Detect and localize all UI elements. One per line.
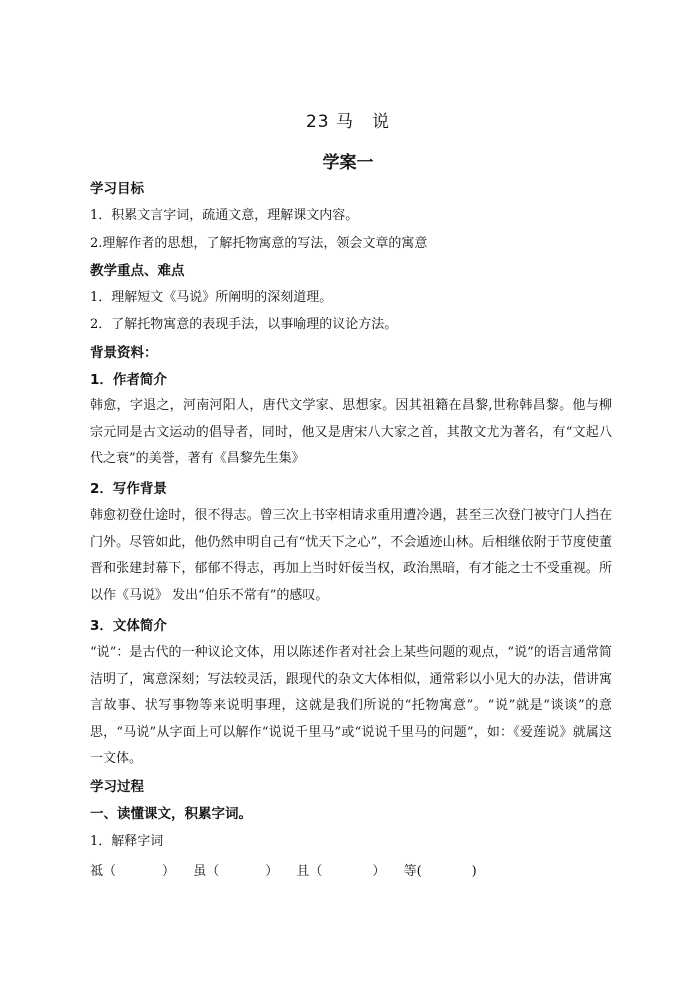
process-task-1: 1．解释字词: [90, 834, 164, 849]
goal-item-1: 1．积累文言字词，疏通文意，理解课文内容。: [90, 208, 359, 223]
writing-background-heading: 2．写作背景: [90, 481, 167, 497]
keypoint-item-1: 1．理解短文《马说》所阐明的深刻道理。: [90, 290, 333, 305]
keypoints-heading: 教学重点、难点: [90, 263, 185, 279]
author-paragraph: 韩愈，字退之，河南河阳人，唐代文学家、思想家。因其祖籍在昌黎,世称韩昌黎。他与柳宗元同是古文运动的倡导者，同时，他又是唐宋八大家之首，其散文尤为著名，有“文起八代之衰”的美誉，著有《昌黎先生集》: [90, 398, 612, 466]
genre-heading: 3．文体简介: [90, 618, 167, 634]
process-heading: 学习过程: [90, 779, 144, 795]
lesson-title: [0, 107, 696, 132]
worksheet-subtitle: 学案一: [322, 153, 374, 173]
writing-background-paragraph: 韩愈初登仕途时，很不得志。曾三次上书宰相请求重用遭冷遇，甚至三次登门被守门人挡在门外。尽管如此，他仍然申明自己有“忧天下之心”，不会遁迹山林。后相继依附于节度使董晋和张建封幕下，郁郁不得志，再加上当时奸佞当权，政治黑暗，有才能之士不受重视。所以作《马说》 发出“伯乐不常有”的感叹。: [90, 508, 612, 603]
word-fill-row: [90, 860, 491, 879]
title-char-1: 马: [336, 112, 355, 132]
lesson-number: 23: [305, 112, 330, 132]
fill-item-qie: 且（ ）: [296, 864, 386, 879]
background-heading: 背景资料：: [90, 345, 158, 361]
fill-item-sui: 虽（ ）: [193, 864, 279, 879]
goals-heading: 学习目标: [90, 181, 144, 197]
fill-item-deng: 等( ): [403, 864, 477, 879]
process-part-1: 一、读懂课文，积累字词。: [90, 806, 252, 822]
title-char-2: 说: [372, 112, 391, 132]
genre-paragraph: “说”：是古代的一种议论文体，用以陈述作者对社会上某些问题的观点，“说”的语言通常简洁明了，寓意深刻；写法较灵活，跟现代的杂文大体相似，通常彩以小见大的办法，借讲寓言故事、状写事物等来说明事理，这就是我们所说的“托物寓意”。“说”就是“谈谈”的意思，“马说”从字面上可以解作“说说千里马”或“说说千里马的问题”，如：《爱莲说》就属这一文体。: [90, 645, 612, 766]
goal-item-2: 2.理解作者的思想，了解托物寓意的写法，领会文章的寓意: [90, 236, 428, 251]
fill-item-zhi: 祗（ ）: [90, 864, 176, 879]
author-heading: 1．作者简介: [90, 372, 167, 388]
keypoint-item-2: 2．了解托物寓意的表现手法，以事喻理的议论方法。: [90, 317, 398, 332]
